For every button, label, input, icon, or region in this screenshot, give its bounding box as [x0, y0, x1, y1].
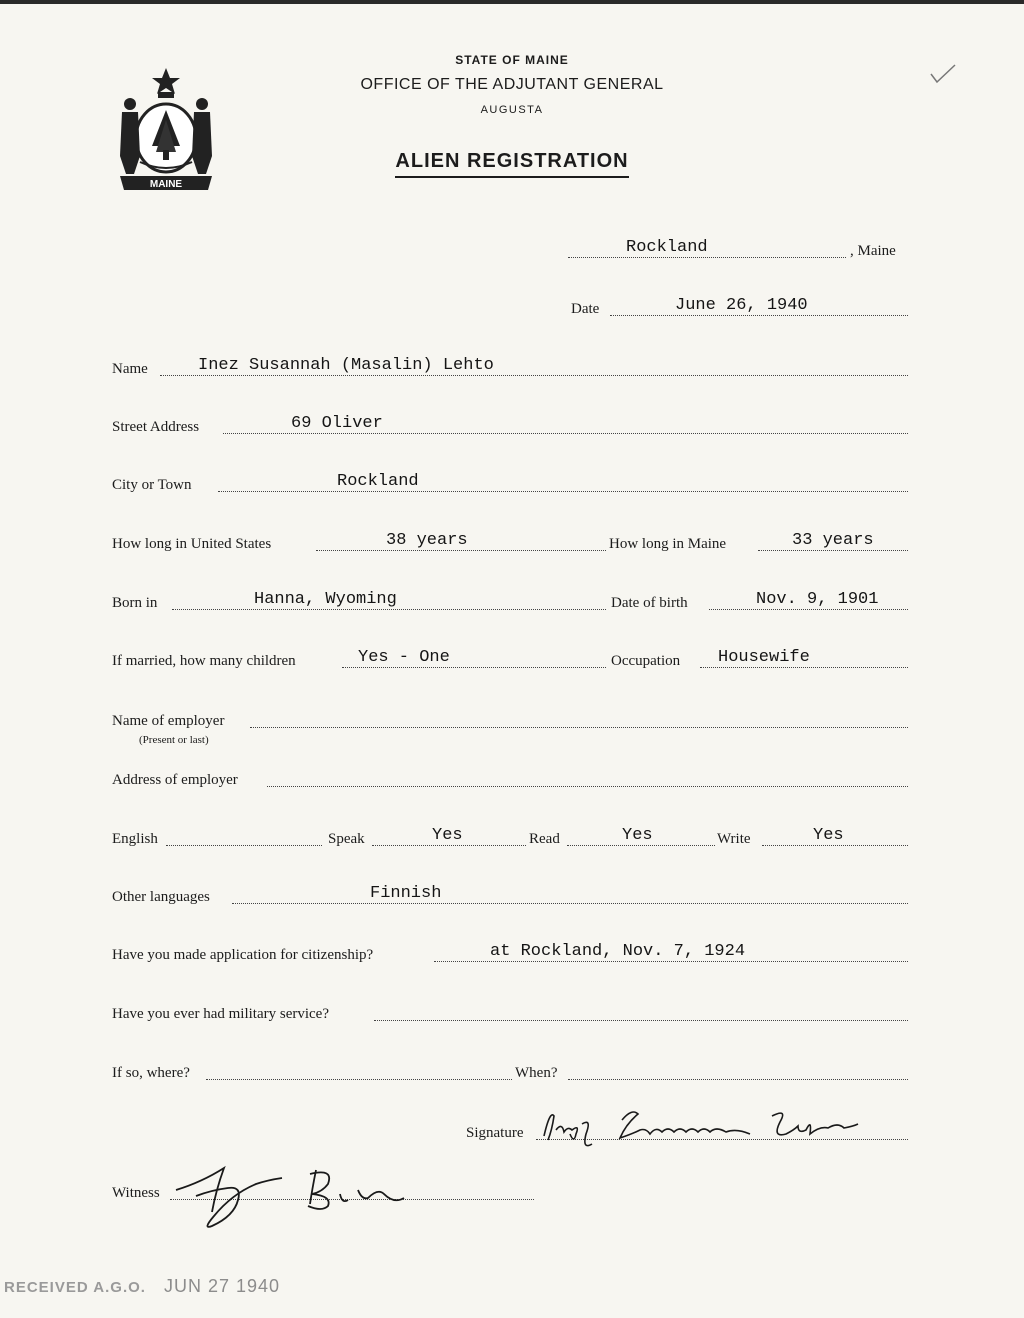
read-value: Yes: [622, 826, 653, 845]
english-row: [0, 828, 1024, 850]
where-label: If so, where?: [112, 1065, 190, 1081]
location-value: Rockland: [626, 238, 708, 257]
date-value: June 26, 1940: [675, 296, 808, 315]
city-label: City or Town: [112, 477, 192, 493]
languages-value: Finnish: [370, 884, 442, 903]
citizenship-value: at Rockland, Nov. 7, 1924: [490, 942, 746, 961]
signature-label: Signature: [466, 1125, 524, 1141]
date-label: Date: [571, 301, 600, 317]
read-label: Read: [529, 831, 560, 847]
citizenship-label: Have you made application for citizenship?: [112, 947, 374, 963]
street-row: [0, 416, 1024, 438]
children-label: If married, how many children: [112, 653, 296, 669]
witness-signature: [172, 1160, 422, 1234]
maine-years-label: How long in Maine: [609, 536, 727, 552]
header-office: OFFICE OF THE ADJUTANT GENERAL: [360, 76, 664, 93]
citizenship-row: [0, 944, 1024, 966]
form-title: ALIEN REGISTRATION: [0, 150, 1024, 173]
witness-row: [0, 1182, 1024, 1204]
birth-row: [0, 592, 1024, 614]
service-detail-row: [0, 1062, 1024, 1084]
occupation-label: Occupation: [611, 653, 681, 669]
occupation-value: Housewife: [718, 648, 810, 667]
speak-label: Speak: [328, 831, 365, 847]
write-value: Yes: [813, 826, 844, 845]
english-label: English: [112, 831, 158, 847]
city-value: Rockland: [337, 472, 419, 491]
military-row: [0, 1003, 1024, 1025]
us-years-label: How long in United States: [112, 536, 272, 552]
dob-label: Date of birth: [611, 595, 688, 611]
received-stamp-label: RECEIVED A.G.O.: [4, 1279, 146, 1296]
witness-label: Witness: [112, 1185, 160, 1201]
street-value: 69 Oliver: [291, 414, 383, 433]
military-label: Have you ever had military service?: [112, 1006, 329, 1022]
received-stamp-date: JUN 27 1940: [163, 1276, 281, 1296]
when-label: When?: [515, 1065, 558, 1081]
location-suffix: , Maine: [850, 243, 896, 259]
family-row: [0, 650, 1024, 672]
header-state: STATE OF MAINE: [455, 53, 569, 67]
check-mark-icon: [928, 62, 958, 86]
name-row: [0, 358, 1024, 380]
employer-name-row: [0, 710, 1024, 732]
city-row: [0, 474, 1024, 496]
residence-row: [0, 533, 1024, 555]
born-value: Hanna, Wyoming: [254, 590, 397, 609]
dob-value: Nov. 9, 1901: [756, 590, 879, 609]
children-value: Yes - One: [358, 648, 450, 667]
languages-row: [0, 886, 1024, 908]
speak-value: Yes: [432, 826, 463, 845]
maine-years-value: 33 years: [792, 531, 874, 550]
svg-text:MAINE: MAINE: [149, 179, 183, 190]
applicant-signature: [536, 1100, 876, 1160]
date-row: [0, 298, 1024, 320]
received-stamp: [4, 1276, 280, 1297]
us-years-value: 38 years: [386, 531, 468, 550]
employer-address-row: [0, 769, 1024, 791]
write-label: Write: [717, 831, 751, 847]
name-value: Inez Susannah (Masalin) Lehto: [198, 356, 494, 375]
header-city: AUGUSTA: [480, 104, 544, 116]
born-label: Born in: [112, 595, 158, 611]
street-label: Street Address: [112, 419, 200, 435]
employer-name-label: Name of employer: [112, 713, 225, 729]
employer-name-sublabel: (Present or last): [139, 734, 209, 746]
name-label: Name: [112, 361, 148, 377]
scan-edge: [0, 0, 1024, 4]
location-row: [0, 240, 1024, 262]
languages-label: Other languages: [112, 889, 210, 905]
employer-address-label: Address of employer: [112, 772, 238, 788]
